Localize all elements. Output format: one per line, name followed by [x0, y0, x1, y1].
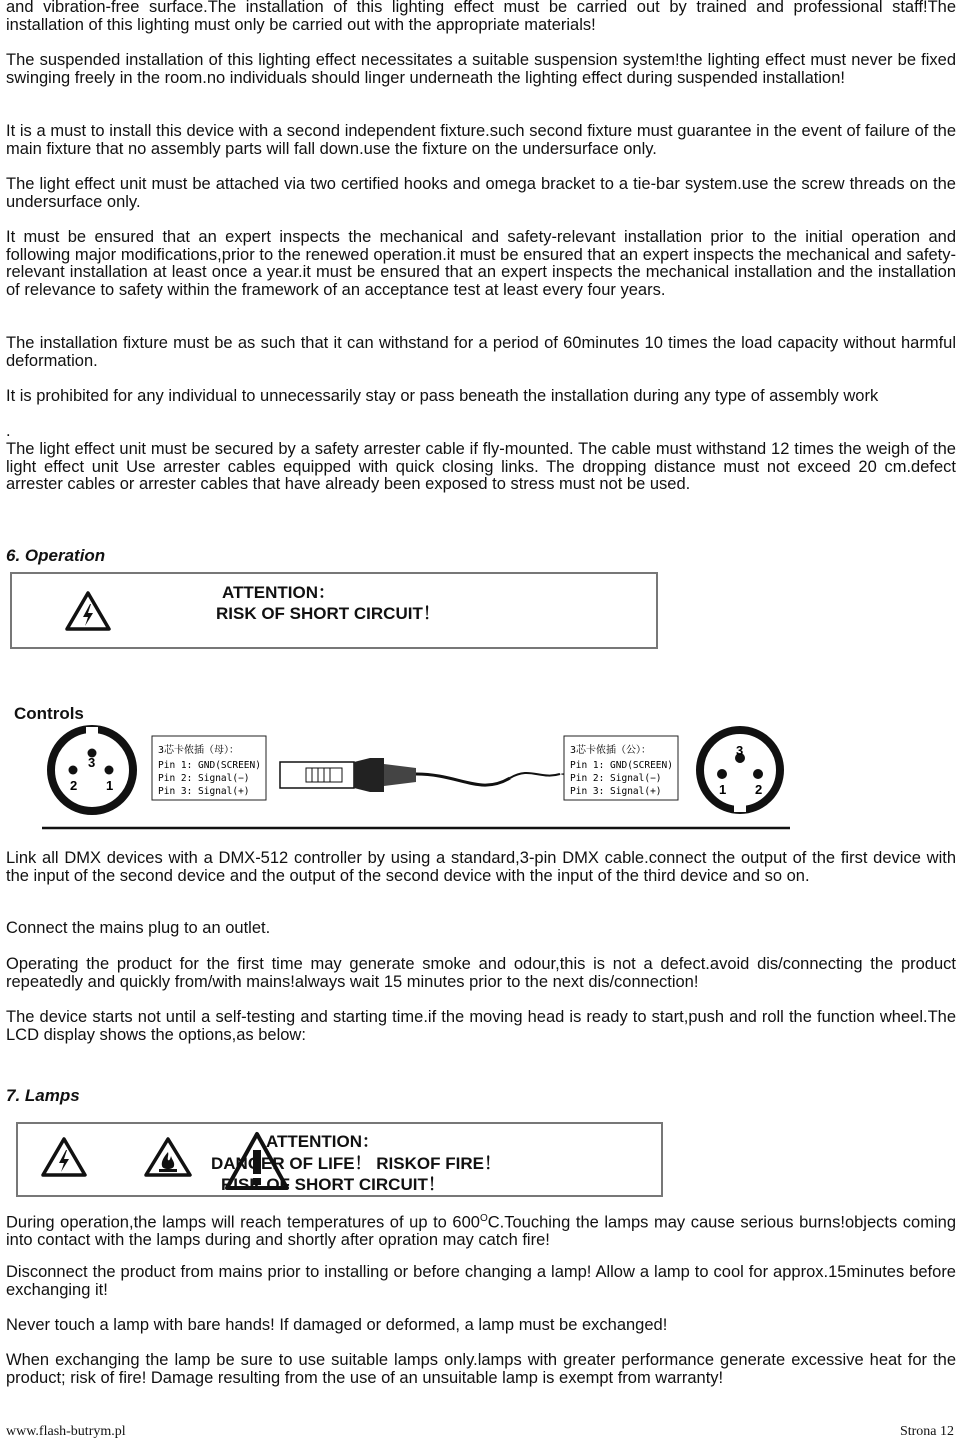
paragraph-first-operation: Operating the product for the first time may generate smoke and odour,this is not a defect.avoid dis/connecting the product repeatedly and quickly from/with mains!always wait 15 minutes prior to the next dis/connection!	[6, 955, 956, 991]
paragraph-disconnect-mains: Disconnect the product from mains prior to installing or before changing a lamp! Allow a lamp to cool for approx.15minutes before exchanging it!	[6, 1263, 956, 1299]
warning-attention-label: ATTENTION：	[222, 583, 336, 602]
paragraph-suitable-lamps: When exchanging the lamp be sure to use suitable lamps only.lamps with greater performance generate excessive heat for the product; risk of fire! Damage resulting from the use of an unsuitable lamp is exempt from warranty!	[6, 1351, 956, 1387]
male-pin-3-number: 3	[736, 743, 744, 758]
male-pin-1-number: 1	[719, 782, 727, 797]
footer-website-link[interactable]: www.flash-butrym.pl	[6, 1424, 126, 1439]
flammable-icon	[143, 1136, 193, 1178]
female-pin-1-number: 1	[106, 778, 114, 793]
paragraph-dot: .	[6, 422, 11, 440]
dmx-connector-diagram	[40, 718, 792, 830]
male-pin-2-number: 2	[755, 782, 763, 797]
lamps-attention-label: ATTENTION：	[266, 1132, 380, 1151]
footer-page-number: Strona 12	[899, 1424, 954, 1439]
paragraph-installation-intro: and vibration-free surface.The installation of this lighting effect must be carried out by trained and professional staff!The installation of this lighting must only be carried out with the appropriate materials!	[6, 0, 956, 34]
lamps-short-circuit-label: RISK OF SHORT CIRCUIT！	[221, 1175, 445, 1194]
section-heading-operation: 6. Operation	[6, 546, 106, 565]
paragraph-prohibited-stay: It is prohibited for any individual to unnecessarily stay or pass beneath the installation during any type of assembly work	[6, 387, 879, 405]
paragraph-arrester-cable: The light effect unit must be secured by a safety arrester cable if fly-mounted. The cable must withstand 12 times the weigh of the light effect unit Use arrester cables equipped with quick closing links. The dropping distance must not exceed 20 cm.defect arrester cables or arrester cables that have already been exposed to stress must not be used.	[6, 440, 956, 493]
warning-box-short-circuit	[10, 572, 658, 649]
xlr-female-plug-drawing	[280, 758, 560, 792]
female-pin2-text: Pin 2: Signal(−)	[158, 773, 250, 784]
male-pin3-text: Pin 3: Signal(+)	[570, 786, 662, 797]
warning-box-lamps	[16, 1122, 663, 1197]
high-voltage-icon	[64, 590, 112, 632]
controls-heading: Controls	[14, 704, 84, 723]
paragraph-second-fixture: It is a must to install this device with a second independent fixture.such second fixture must guarantee in the event of failure of the main fixture that no assembly parts will fall down.use the fixture on the undersurface only.	[6, 122, 956, 158]
paragraph-bare-hands: Never touch a lamp with bare hands! If damaged or deformed, a lamp must be exchanged!	[6, 1316, 668, 1334]
paragraph-dmx-link: Link all DMX devices with a DMX-512 controller by using a standard,3-pin DMX cable.connect the output of the first device with the input of the second device and the output of the second device with the input of the third device and so on.	[6, 849, 956, 885]
paragraph-load-capacity: The installation fixture must be as such that it can withstand for a period of 60minutes 10 times the load capacity without harmful deformation.	[6, 334, 956, 370]
female-connector-title: 3芯卡侬插（母）：	[158, 745, 240, 756]
paragraph-suspended-installation: The suspended installation of this lighting effect necessitates a suitable suspension system!the lighting effect must never be fixed swinging freely in the room.no individuals should linger underneath the lighting effect during suspended installation!	[6, 51, 956, 87]
male-pin1-text: Pin 1: GND(SCREEN)	[570, 760, 673, 771]
paragraph-lamp-temperature: During operation,the lamps will reach temperatures of up to $600^OC.Touching$ the lamps may cause serious burns!objects coming into contact with the lamps during and shortly after opration may catch fire!	[6, 1213, 956, 1249]
section-heading-lamps: 7. Lamps	[6, 1086, 80, 1105]
male-connector-title: 3芯卡侬插（公）：	[570, 745, 652, 756]
male-pin2-text: Pin 2: Signal(−)	[570, 773, 662, 784]
warning-short-circuit-label: RISK OF SHORT CIRCUIT！	[216, 604, 440, 623]
female-pin-2-number: 2	[70, 778, 78, 793]
high-voltage-icon	[40, 1136, 88, 1178]
paragraph-hooks-bracket: The light effect unit must be attached via two certified hooks and omega bracket to a tie-bar system.use the screw threads on the undersurface only.	[6, 175, 956, 211]
lamps-danger-fire-label: DANGER OF LIFE！ RISKOF FIRE！	[211, 1154, 501, 1173]
female-pin-3-number: 3	[88, 755, 96, 770]
female-pin1-text: Pin 1: GND(SCREEN)	[158, 760, 261, 771]
paragraph-expert-inspection: It must be ensured that an expert inspects the mechanical and safety-relevant installation prior to the initial operation and following major modifications,prior to the renewed operation.it must be ensured that an expert inspects the mechanical and safety-relevant installation at least once a year.it must be ensured that an expert inspects the mechanical installation and the installation of relevance to safety within the framework of an acceptance test at least every four years.	[6, 228, 956, 299]
female-pin3-text: Pin 3: Signal(+)	[158, 786, 250, 797]
paragraph-self-testing: The device starts not until a self-testing and starting time.if the moving head is ready to start,push and roll the function wheel.The LCD display shows the options,as below:	[6, 1008, 956, 1044]
paragraph-mains-plug: Connect the mains plug to an outlet.	[6, 919, 271, 937]
